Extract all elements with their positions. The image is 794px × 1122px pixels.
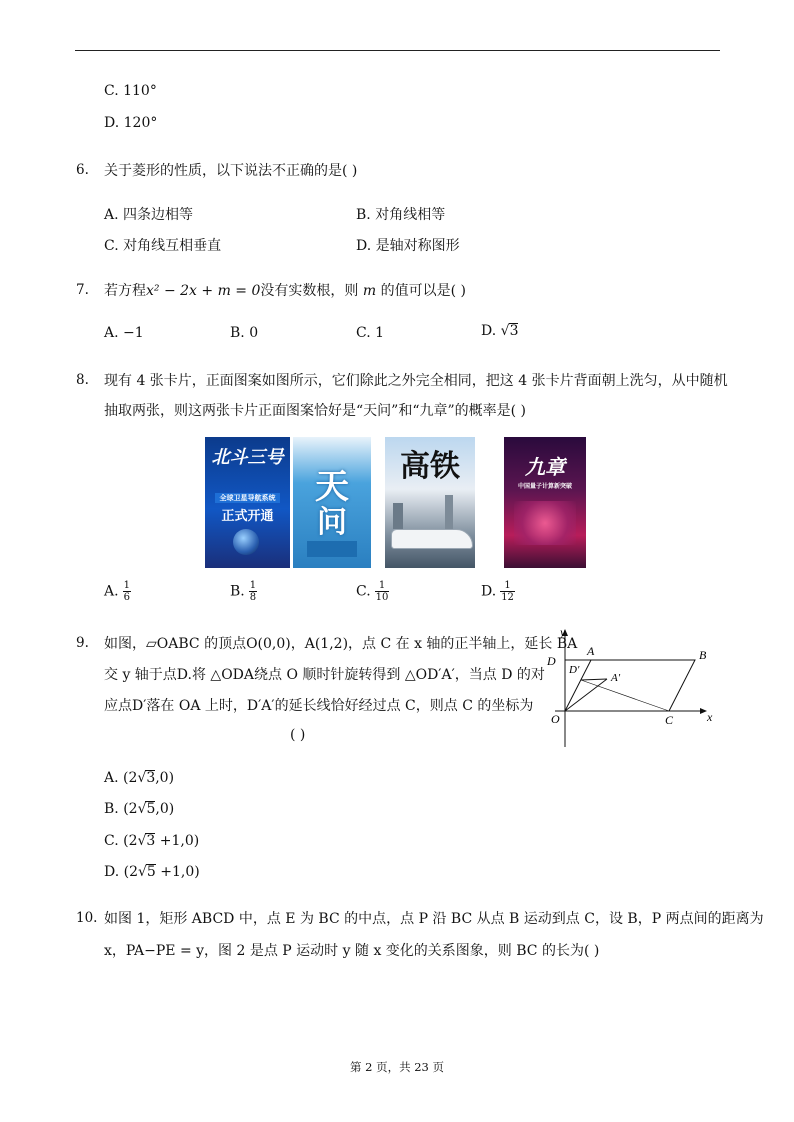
q9-option-a: A. (2√3,0): [104, 770, 175, 786]
card-tianwen-sub: 问: [317, 505, 347, 540]
q9-figure: [545, 625, 725, 753]
card-tianwen-image: [293, 437, 371, 568]
segment-dpc: [581, 680, 669, 711]
q7-option-a: A. −1: [104, 325, 144, 341]
card-tianwen-title: 天: [315, 467, 349, 507]
q8-option-c-label: C.: [356, 583, 371, 600]
label-a: A: [587, 644, 595, 658]
q9-line3: 应点D′落在 OA 上时，D′A′的延长线恰好经过点 C，则点 C 的坐标为: [104, 698, 534, 714]
q8-option-b-numerator: 1: [249, 580, 257, 591]
q8-option-b-label: B.: [230, 583, 245, 600]
card-beidou-main: 正式开通: [221, 509, 274, 524]
card-gaotie-image: [385, 437, 475, 568]
label-d-prime: D′: [569, 664, 580, 676]
q6-option-b: B. 对角线相等: [356, 207, 446, 223]
q10-number: 10.: [76, 910, 98, 926]
card-jiuzhang-image: [504, 437, 586, 568]
label-c: C: [665, 713, 674, 727]
q8-option-a-numerator: 1: [123, 580, 130, 591]
q8-option-b: [230, 580, 257, 603]
quantum-light-icon: [514, 501, 576, 545]
x-axis-arrow-icon: [700, 708, 707, 714]
header-rule: [75, 50, 720, 51]
q7-option-b: B. 0: [230, 325, 259, 341]
q8-option-c-numerator: 1: [375, 580, 390, 592]
q9-number: 9.: [76, 635, 89, 651]
q5-option-d: D. 120°: [104, 115, 158, 131]
q7-option-d-radicand: 3: [509, 323, 519, 339]
q7-stem-pre: 若方程: [104, 283, 146, 299]
q6-option-a: A. 四条边相等: [104, 207, 194, 223]
train-icon: [391, 529, 473, 549]
card-beidou-title: 北斗三号: [211, 447, 284, 468]
q9-option-a-radicand: 3: [146, 770, 156, 786]
q9-option-c: C. (2√3 +1,0): [104, 833, 200, 849]
q7-stem-post: 的值可以是( ): [376, 283, 466, 299]
card-jiuzhang-sub: 中国量子计算新突破: [517, 483, 572, 490]
q7-number: 7.: [76, 282, 89, 298]
segment-dpap: [581, 679, 607, 680]
parallelogram-oabc: [565, 660, 695, 711]
building-icon: [393, 503, 403, 529]
label-a-prime: A′: [611, 672, 621, 684]
q7-variable: m: [362, 283, 377, 299]
q9-option-c-pre: C. (2: [104, 833, 138, 849]
q6-option-c: C. 对角线互相垂直: [104, 238, 222, 254]
q7-option-c: C. 1: [356, 325, 385, 341]
q8-option-d-denominator: 12: [501, 592, 514, 603]
q7-stem-mid: 没有实数根，则: [260, 283, 363, 299]
q9-option-c-post: +1,0): [155, 833, 200, 849]
q9-option-b-post: ,0): [155, 801, 175, 817]
q8-option-c: [356, 580, 389, 603]
q9-option-d-post: +1,0): [155, 864, 200, 880]
q8-option-a: [104, 580, 131, 603]
tower-icon: [445, 495, 453, 529]
q5-option-c: C. 110°: [104, 83, 157, 99]
q9-line4: ( ): [290, 727, 306, 743]
q9-option-d-pre: D. (2: [104, 864, 138, 880]
q9-option-c-radicand: 3: [146, 833, 156, 849]
q6-number: 6.: [76, 162, 89, 178]
q8-option-a-label: A.: [104, 583, 119, 600]
card-gaotie-title: 高铁: [400, 449, 460, 484]
card-beidou-sub: 全球卫星导航系统: [215, 493, 280, 503]
q8-option-a-denominator: 6: [123, 592, 130, 603]
q8-option-d: [481, 580, 515, 603]
q9-option-a-post: ,0): [155, 770, 175, 786]
label-y: y: [560, 625, 566, 639]
q7-equation: x² − 2x + m = 0: [146, 283, 261, 299]
globe-icon: [233, 529, 259, 555]
segment-oap: [565, 679, 607, 711]
q8-stem-line1: 现有 4 张卡片，正面图案如图所示，它们除此之外完全相同，把这 4 张卡片背面朝上洗匀，从中随机: [104, 373, 728, 389]
label-x: x: [707, 710, 713, 724]
q10-line2: x，PA−PE = y，图 2 是点 P 运动时 y 随 x 变化的关系图象，则 BC 的长为( ): [104, 943, 600, 959]
label-d: D: [547, 654, 556, 668]
label-o: O: [551, 712, 560, 726]
q9-option-d: D. (2√5 +1,0): [104, 864, 200, 880]
q9-option-b: B. (2√5,0): [104, 801, 175, 817]
q8-option-d-label: D.: [481, 583, 497, 600]
q9-option-b-radicand: 5: [146, 801, 156, 817]
card-jiuzhang-title: 九章: [525, 455, 565, 479]
q8-option-c-denominator: 10: [375, 592, 389, 603]
label-b: B: [699, 648, 707, 662]
q7-stem: [104, 280, 466, 300]
q6-option-d: D. 是轴对称图形: [356, 238, 460, 254]
q9-line2: 交 y 轴于点D.将 △ODA绕点 O 顺时针旋转得到 △OD′A′，当点 D 的对: [104, 667, 545, 683]
q9-option-d-radicand: 5: [146, 864, 156, 880]
q9-option-a-pre: A. (2: [104, 770, 138, 786]
card-tianwen-textblock: [307, 541, 357, 557]
q8-option-b-denominator: 8: [249, 592, 257, 603]
page-footer: 第 2 页，共 23 页: [349, 1060, 445, 1074]
q6-stem: 关于菱形的性质，以下说法不正确的是( ): [104, 163, 358, 179]
q8-option-d-numerator: 1: [500, 580, 515, 592]
q8-number: 8.: [76, 372, 89, 388]
q7-option-d-label: D.: [481, 323, 501, 339]
q9-option-b-pre: B. (2: [104, 801, 138, 817]
q7-option-d: D. √3: [481, 323, 519, 339]
q8-stem-line2: 抽取两张，则这两张卡片正面图案恰好是“天问”和“九章”的概率是( ): [104, 403, 527, 419]
card-beidou-image: [205, 437, 290, 568]
q10-line1: 如图 1，矩形 ABCD 中，点 E 为 BC 的中点，点 P 沿 BC 从点 B 运动到点 C，设 B，P 两点间的距离为: [104, 911, 764, 927]
q9-line1: 如图，▱OABC 的顶点O(0,0)，A(1,2)，点 C 在 x 轴的正半轴上，延长 BA: [104, 636, 578, 652]
